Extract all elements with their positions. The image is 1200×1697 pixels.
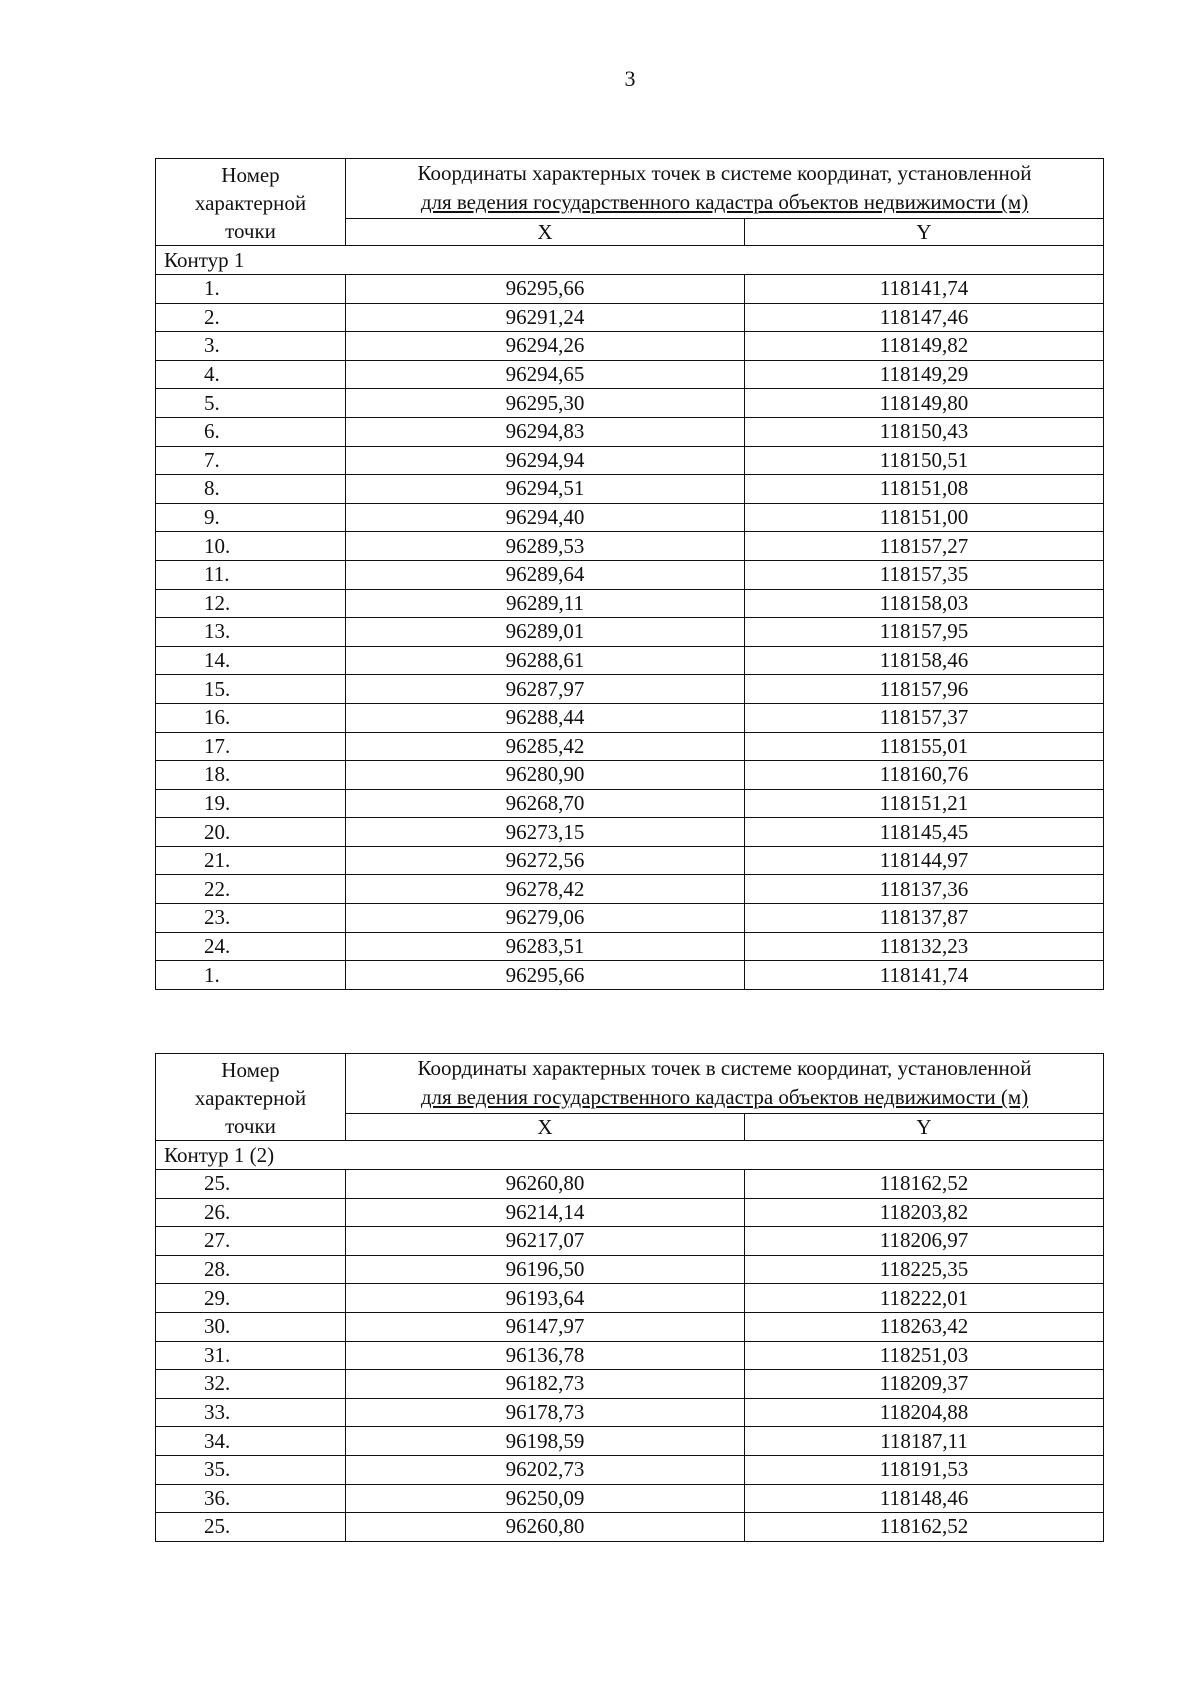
coordinates-header-line2: для ведения государственного кадастра объектов недвижимости (м) — [420, 190, 1029, 214]
coordinates-header — [346, 159, 1104, 219]
y-coordinate-cell: 118187,11 — [745, 1427, 1104, 1456]
point-number-cell: 21. — [156, 846, 346, 875]
point-number-cell: 11. — [156, 560, 346, 589]
table-row — [156, 417, 1104, 446]
table-row — [156, 703, 1104, 732]
table-row — [156, 1341, 1104, 1370]
contour-label: Контур 1 — [156, 246, 1104, 275]
table-row — [156, 360, 1104, 389]
y-coordinate-cell: 118145,45 — [745, 818, 1104, 847]
x-coordinate-cell: 96273,15 — [346, 818, 745, 847]
x-coordinate-cell: 96289,11 — [346, 589, 745, 618]
point-number-cell: 23. — [156, 904, 346, 933]
x-coordinate-cell: 96289,53 — [346, 532, 745, 561]
y-coordinate-cell: 118151,00 — [745, 503, 1104, 532]
table-row — [156, 932, 1104, 961]
x-coordinate-cell: 96268,70 — [346, 789, 745, 818]
y-coordinate-cell: 118149,80 — [745, 389, 1104, 418]
x-coordinate-cell: 96202,73 — [346, 1455, 745, 1484]
x-coordinate-cell: 96279,06 — [346, 904, 745, 933]
point-number-cell: 30. — [156, 1312, 346, 1341]
coordinates-header-line2: для ведения государственного кадастра объектов недвижимости (м) — [420, 1085, 1029, 1109]
point-number-cell: 19. — [156, 789, 346, 818]
point-number-cell: 25. — [156, 1513, 346, 1542]
coordinates-header-line1: Координаты характерных точек в системе координат, установленной — [417, 161, 1032, 185]
point-number-cell: 35. — [156, 1455, 346, 1484]
x-coordinate-cell: 96283,51 — [346, 932, 745, 961]
point-number-cell: 15. — [156, 675, 346, 704]
table-row — [156, 1398, 1104, 1427]
x-coordinate-cell: 96294,26 — [346, 332, 745, 361]
y-coordinate-cell: 118157,27 — [745, 532, 1104, 561]
contour-label: Контур 1 (2) — [156, 1141, 1104, 1170]
coordinates-header — [346, 1054, 1104, 1114]
header-line: Номер — [221, 163, 280, 187]
point-number-cell: 14. — [156, 646, 346, 675]
table-row — [156, 1370, 1104, 1399]
table-row — [156, 618, 1104, 647]
x-coordinate-cell: 96136,78 — [346, 1341, 745, 1370]
point-number-cell: 6. — [156, 417, 346, 446]
y-coordinate-cell: 118149,29 — [745, 360, 1104, 389]
x-coordinate-cell: 96288,44 — [346, 703, 745, 732]
table-row — [156, 1455, 1104, 1484]
point-number-cell: 27. — [156, 1227, 346, 1256]
point-number-cell: 32. — [156, 1370, 346, 1399]
point-number-cell: 17. — [156, 732, 346, 761]
x-coordinate-cell: 96260,80 — [346, 1170, 745, 1199]
table-row — [156, 1255, 1104, 1284]
y-coordinate-cell: 118148,46 — [745, 1484, 1104, 1513]
x-coordinate-cell: 96288,61 — [346, 646, 745, 675]
y-coordinate-cell: 118151,21 — [745, 789, 1104, 818]
header-line: точки — [225, 1114, 276, 1138]
point-number-cell: 34. — [156, 1427, 346, 1456]
x-coordinate-cell: 96295,66 — [346, 275, 745, 304]
table-row — [156, 1198, 1104, 1227]
x-coordinate-cell: 96285,42 — [346, 732, 745, 761]
table-row — [156, 532, 1104, 561]
y-coordinate-cell: 118157,95 — [745, 618, 1104, 647]
table-row — [156, 732, 1104, 761]
point-number-cell: 28. — [156, 1255, 346, 1284]
table-row — [156, 503, 1104, 532]
point-number-cell: 26. — [156, 1198, 346, 1227]
y-coordinate-cell: 118151,08 — [745, 475, 1104, 504]
y-coordinate-cell: 118162,52 — [745, 1170, 1104, 1199]
point-number-cell: 20. — [156, 818, 346, 847]
table-row — [156, 1427, 1104, 1456]
table-row — [156, 1284, 1104, 1313]
y-coordinate-cell: 118144,97 — [745, 846, 1104, 875]
point-number-cell: 16. — [156, 703, 346, 732]
table-row — [156, 646, 1104, 675]
table-row — [156, 789, 1104, 818]
point-number-cell: 36. — [156, 1484, 346, 1513]
x-coordinate-cell: 96196,50 — [346, 1255, 745, 1284]
y-column-header: Y — [745, 1113, 1104, 1140]
table-row — [156, 1227, 1104, 1256]
x-coordinate-cell: 96178,73 — [346, 1398, 745, 1427]
table-row — [156, 961, 1104, 990]
table-row — [156, 846, 1104, 875]
table-row — [156, 275, 1104, 304]
header-line: точки — [225, 219, 276, 243]
x-coordinate-cell: 96289,64 — [346, 560, 745, 589]
x-coordinate-cell: 96278,42 — [346, 875, 745, 904]
y-coordinate-cell: 118222,01 — [745, 1284, 1104, 1313]
x-coordinate-cell: 96294,83 — [346, 417, 745, 446]
y-coordinate-cell: 118132,23 — [745, 932, 1104, 961]
y-coordinate-cell: 118155,01 — [745, 732, 1104, 761]
x-coordinate-cell: 96147,97 — [346, 1312, 745, 1341]
x-coordinate-cell: 96295,30 — [346, 389, 745, 418]
point-number-cell: 3. — [156, 332, 346, 361]
point-number-cell: 22. — [156, 875, 346, 904]
y-coordinate-cell: 118150,51 — [745, 446, 1104, 475]
x-coordinate-cell: 96291,24 — [346, 303, 745, 332]
y-coordinate-cell: 118147,46 — [745, 303, 1104, 332]
y-coordinate-cell: 118149,82 — [745, 332, 1104, 361]
y-coordinate-cell: 118157,35 — [745, 560, 1104, 589]
point-number-cell: 31. — [156, 1341, 346, 1370]
point-number-cell: 25. — [156, 1170, 346, 1199]
point-number-cell: 5. — [156, 389, 346, 418]
y-coordinate-cell: 118157,37 — [745, 703, 1104, 732]
x-column-header: X — [346, 1113, 745, 1140]
x-coordinate-cell: 96287,97 — [346, 675, 745, 704]
point-number-cell: 1. — [156, 275, 346, 304]
y-coordinate-cell: 118263,42 — [745, 1312, 1104, 1341]
x-coordinate-cell: 96182,73 — [346, 1370, 745, 1399]
y-coordinate-cell: 118158,03 — [745, 589, 1104, 618]
x-coordinate-cell: 96260,80 — [346, 1513, 745, 1542]
x-coordinate-cell: 96198,59 — [346, 1427, 745, 1456]
point-number-cell: 1. — [156, 961, 346, 990]
point-number-cell: 33. — [156, 1398, 346, 1427]
x-coordinate-cell: 96294,51 — [346, 475, 745, 504]
coordinates-table — [155, 1053, 1104, 1542]
x-coordinate-cell: 96250,09 — [346, 1484, 745, 1513]
table-row — [156, 332, 1104, 361]
y-coordinate-cell: 118191,53 — [745, 1455, 1104, 1484]
y-coordinate-cell: 118157,96 — [745, 675, 1104, 704]
x-coordinate-cell: 96214,14 — [346, 1198, 745, 1227]
y-coordinate-cell: 118158,46 — [745, 646, 1104, 675]
y-coordinate-cell: 118141,74 — [745, 961, 1104, 990]
point-number-cell: 18. — [156, 761, 346, 790]
table-row — [156, 560, 1104, 589]
y-coordinate-cell: 118251,03 — [745, 1341, 1104, 1370]
point-number-cell: 2. — [156, 303, 346, 332]
x-coordinate-cell: 96294,65 — [346, 360, 745, 389]
x-coordinate-cell: 96294,40 — [346, 503, 745, 532]
x-coordinate-cell: 96193,64 — [346, 1284, 745, 1313]
table-row — [156, 475, 1104, 504]
header-line: характерной — [194, 1086, 307, 1110]
y-coordinate-cell: 118206,97 — [745, 1227, 1104, 1256]
x-coordinate-cell: 96295,66 — [346, 961, 745, 990]
y-coordinate-cell: 118204,88 — [745, 1398, 1104, 1427]
coordinates-header-line1: Координаты характерных точек в системе координат, установленной — [417, 1056, 1032, 1080]
point-number-cell: 4. — [156, 360, 346, 389]
point-number-cell: 8. — [156, 475, 346, 504]
y-coordinate-cell: 118141,74 — [745, 275, 1104, 304]
y-coordinate-cell: 118209,37 — [745, 1370, 1104, 1399]
table-row — [156, 761, 1104, 790]
coordinates-table — [155, 158, 1104, 990]
y-coordinate-cell: 118137,36 — [745, 875, 1104, 904]
table-row — [156, 303, 1104, 332]
table-row — [156, 1170, 1104, 1199]
table-row — [156, 875, 1104, 904]
point-number-cell: 29. — [156, 1284, 346, 1313]
point-number-cell: 7. — [156, 446, 346, 475]
x-coordinate-cell: 96294,94 — [346, 446, 745, 475]
table-row — [156, 904, 1104, 933]
point-number-header — [156, 1054, 346, 1141]
y-coordinate-cell: 118137,87 — [745, 904, 1104, 933]
header-line: Номер — [221, 1058, 280, 1082]
x-coordinate-cell: 96217,07 — [346, 1227, 745, 1256]
table-row — [156, 589, 1104, 618]
table-row — [156, 675, 1104, 704]
table-row — [156, 389, 1104, 418]
table-row — [156, 818, 1104, 847]
point-number-cell: 12. — [156, 589, 346, 618]
y-coordinate-cell: 118225,35 — [745, 1255, 1104, 1284]
table-row — [156, 1484, 1104, 1513]
point-number-cell: 24. — [156, 932, 346, 961]
y-column-header: Y — [745, 218, 1104, 245]
point-number-cell: 10. — [156, 532, 346, 561]
y-coordinate-cell: 118150,43 — [745, 417, 1104, 446]
y-coordinate-cell: 118162,52 — [745, 1513, 1104, 1542]
x-coordinate-cell: 96289,01 — [346, 618, 745, 647]
table-row — [156, 1312, 1104, 1341]
table-row — [156, 1513, 1104, 1542]
point-number-cell: 9. — [156, 503, 346, 532]
x-column-header: X — [346, 218, 745, 245]
y-coordinate-cell: 118160,76 — [745, 761, 1104, 790]
page-number: 3 — [624, 66, 636, 91]
table-row — [156, 446, 1104, 475]
header-line: характерной — [194, 191, 307, 215]
x-coordinate-cell: 96280,90 — [346, 761, 745, 790]
point-number-header — [156, 159, 346, 246]
x-coordinate-cell: 96272,56 — [346, 846, 745, 875]
y-coordinate-cell: 118203,82 — [745, 1198, 1104, 1227]
point-number-cell: 13. — [156, 618, 346, 647]
